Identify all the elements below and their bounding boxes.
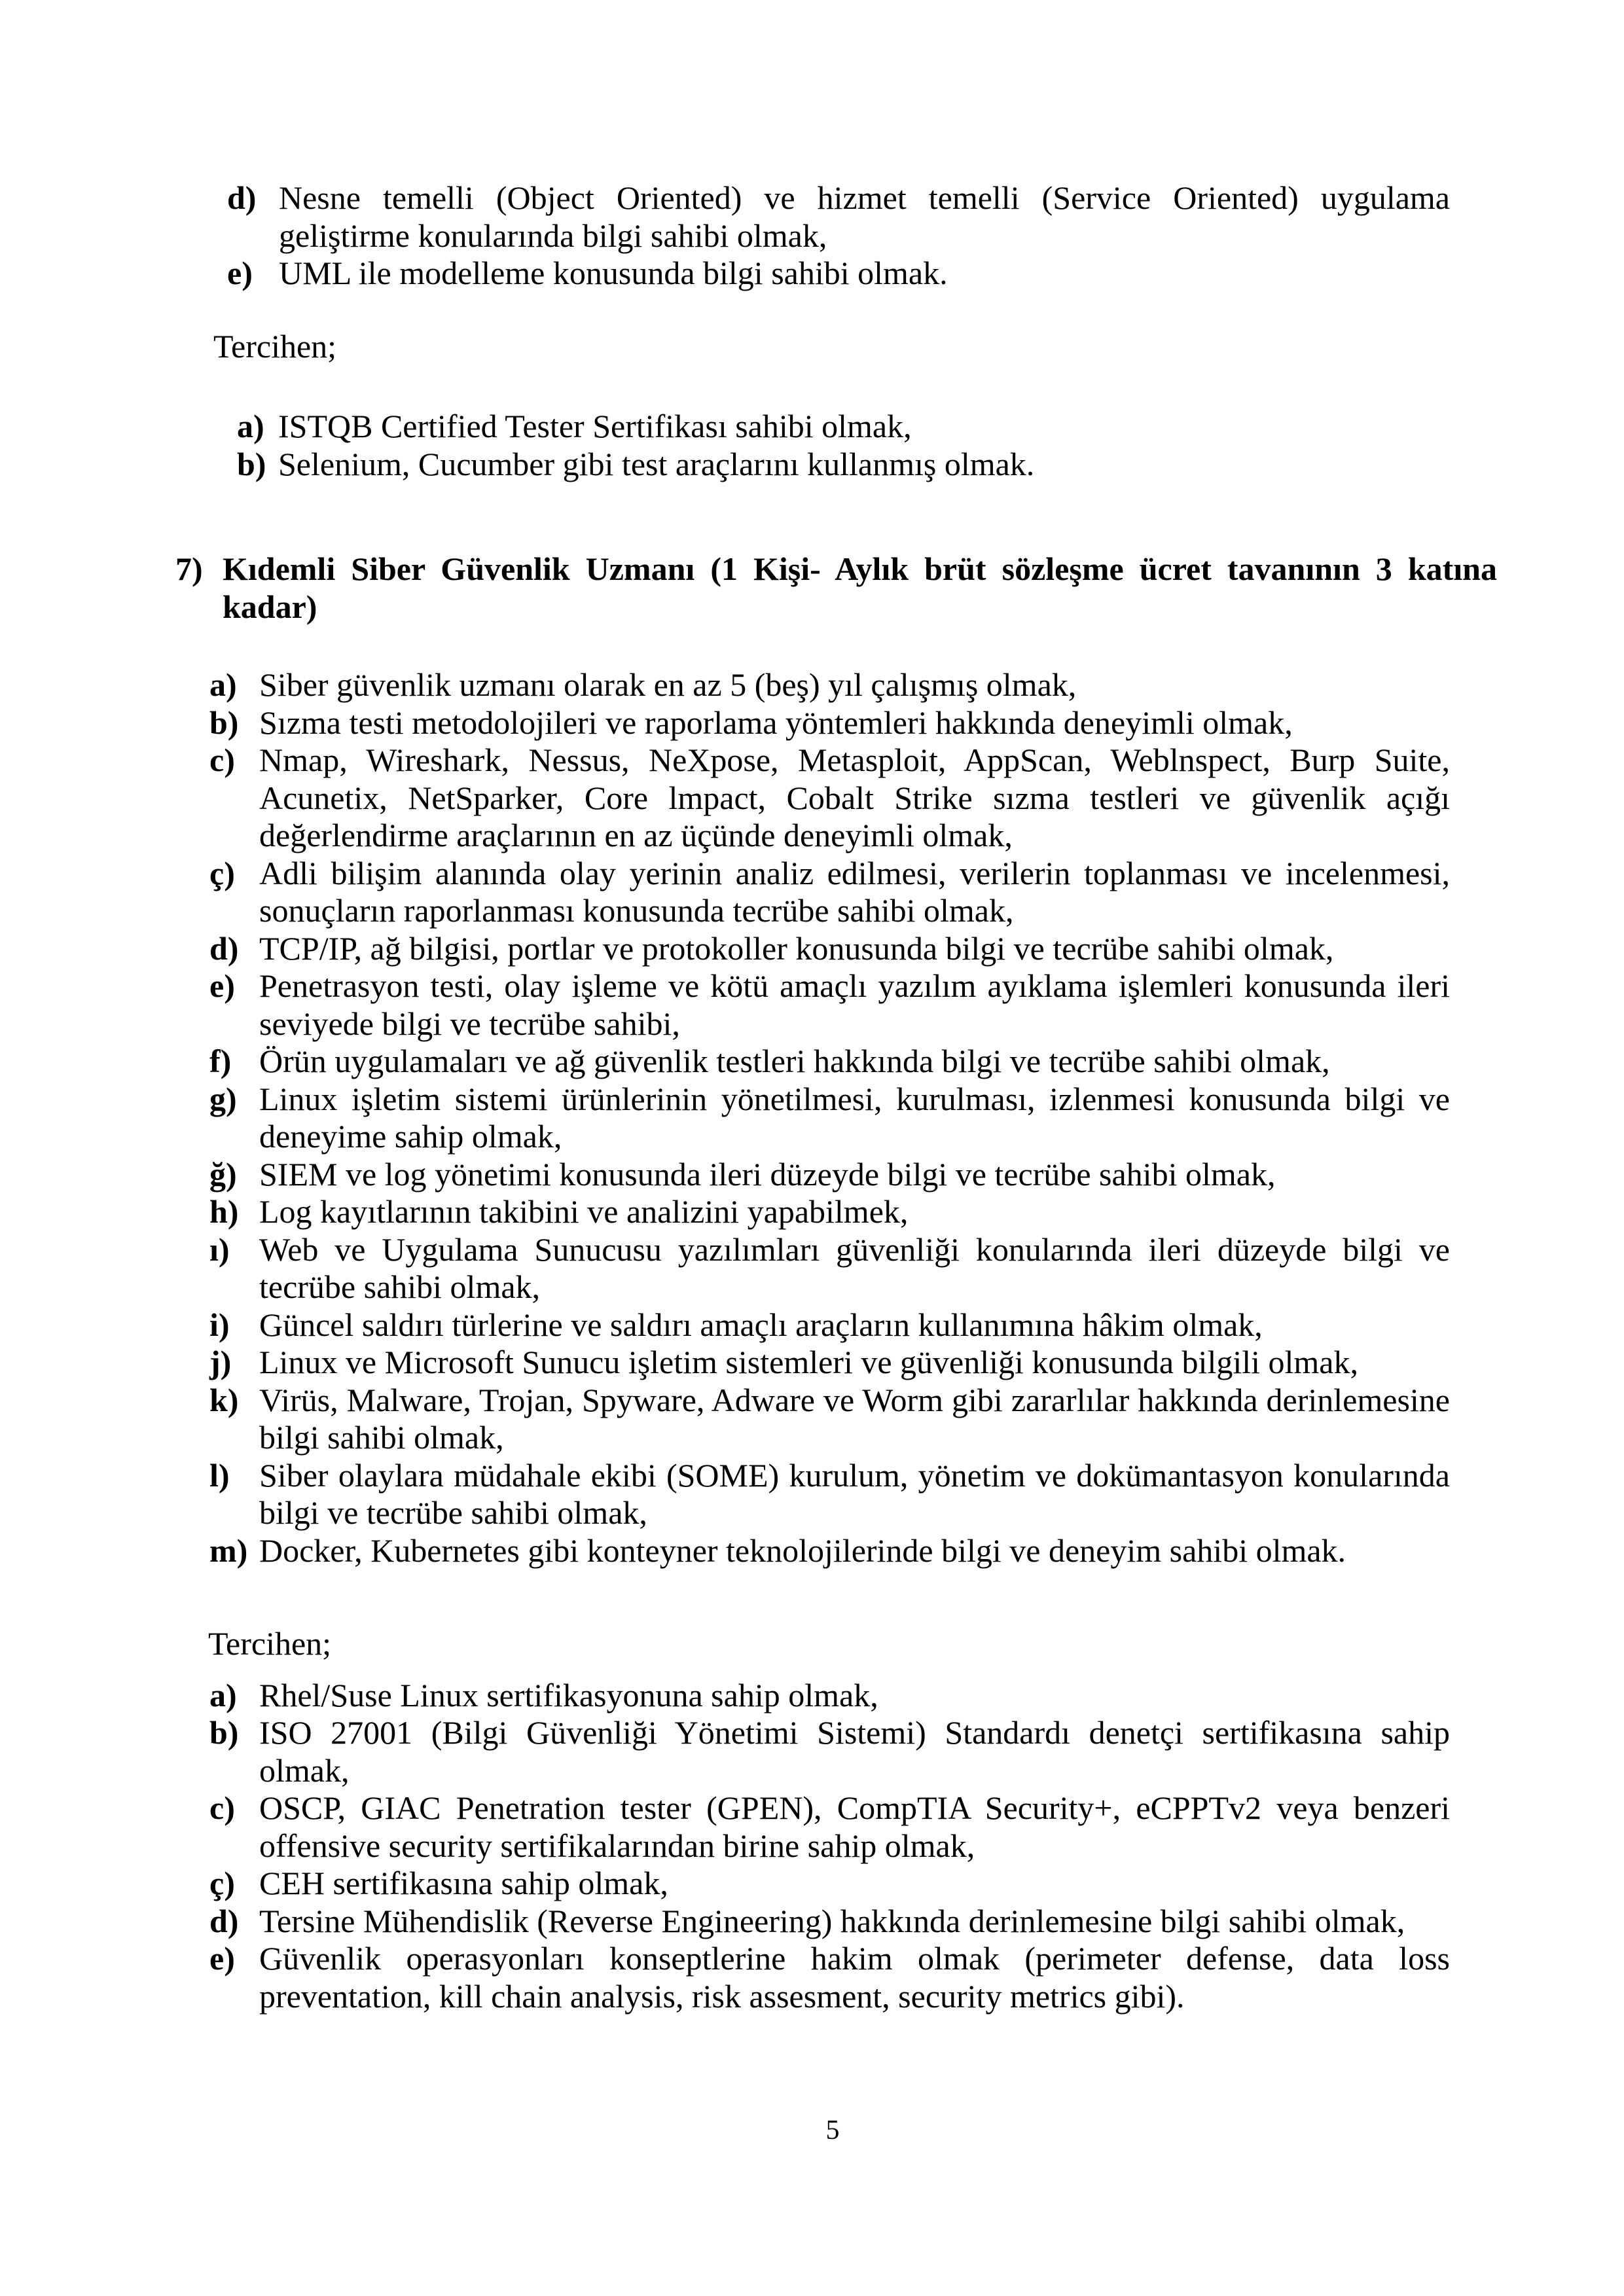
item-label: e) [227,255,253,291]
item-label: a) [209,666,237,703]
section-title: Kıdemli Siber Güvenlik Uzmanı (1 Kişi- Aylık brüt sözleşme ücret tavanının 3 katına kadar) [223,550,1497,625]
item-text: Nmap, Wireshark, Nessus, NeXpose, Metasploit, AppScan, Weblnspect, Burp Suite, Acunetix, NetSparker, Core lmpact, Cobalt Strike sızma testleri ve güvenlik açığı değerlendirme araçlarının en az üçünde deneyimli olmak, [259,742,1450,853]
item-text: Siber olaylara müdahale ekibi (SOME) kurulum, yönetim ve dokümantasyon konularında bilgi ve tecrübe sahibi olmak, [259,1456,1450,1531]
item-label: d) [209,929,239,967]
item-label: j) [209,1344,232,1380]
s7-item-g [209,1081,1450,1156]
s7-item-a [209,666,1450,704]
preferred-list-2 [209,1677,1450,2016]
s7-item-i [209,1306,1450,1344]
item-label: f) [209,1043,232,1079]
item-text: Siber güvenlik uzmanı olarak en az 5 (beş) yıl çalışmış olmak, [259,666,1077,703]
item-text: ISTQB Certified Tester Sertifikası sahibi olmak, [278,408,912,444]
item-label: e) [209,967,235,1004]
s7-item-k [209,1382,1450,1457]
item-label: ç) [209,854,235,891]
item-text: Virüs, Malware, Trojan, Spyware, Adware ve Worm gibi zararlılar hakkında derinlemesine bilgi sahibi olmak, [259,1381,1450,1456]
preferred-heading-2: Tercihen; [208,1625,332,1662]
s7-item-b [209,704,1450,742]
item-text: Docker, Kubernetes gibi konteyner teknolojilerinde bilgi ve deneyim sahibi olmak. [259,1532,1346,1569]
pref1-item-b [237,446,1450,484]
cont-item-d [227,179,1450,255]
item-label: k) [209,1381,239,1418]
item-label: ı) [209,1230,230,1268]
item-label: g) [209,1080,237,1117]
cont-item-e [227,255,1450,293]
item-text: Güvenlik operasyonları konseptlerine hakim olmak (perimeter defense, data loss preventation, kill chain analysis, risk assesment, security metrics gibi). [259,1940,1450,2015]
item-label: m) [209,1532,248,1569]
item-text: TCP/IP, ağ bilgisi, portlar ve protokoller konusunda bilgi ve tecrübe sahibi olmak, [259,929,1334,967]
item-text: Selenium, Cucumber gibi test araçlarını kullanmış olmak. [278,445,1035,482]
item-label: ç) [209,1865,235,1901]
s7-item-d [209,930,1450,968]
item-label: d) [209,1902,239,1939]
item-text: UML ile modelleme konusunda bilgi sahibi olmak. [279,255,948,291]
s7-item-j [209,1344,1450,1382]
pref2-item-cc [209,1865,1450,1903]
item-label: b) [237,445,266,482]
item-text: Güncel saldırı türlerine ve saldırı amaçlı araçların kullanımına hâkim olmak, [259,1306,1263,1343]
item-label: a) [237,408,264,444]
pref2-item-e [209,1940,1450,2015]
item-text: Penetrasyon testi, olay işleme ve kötü amaçlı yazılım ayıklama işlemleri konusunda ileri seviyede bilgi ve tecrübe sahibi, [259,967,1450,1042]
item-text: Nesne temelli (Object Oriented) ve hizmet temelli (Service Oriented) uygulama geliştirme konularında bilgi sahibi olmak, [279,179,1450,254]
section-number: 7) [175,550,203,587]
item-label: l) [209,1456,230,1494]
pref2-item-a [209,1677,1450,1715]
section-7-heading [175,550,1497,626]
item-text: Linux ve Microsoft Sunucu işletim sistemleri ve güvenliği konusunda bilgili olmak, [259,1344,1358,1380]
pref2-item-d [209,1903,1450,1941]
preferred-list-1 [237,408,1450,483]
item-label: i) [209,1306,230,1343]
item-label: d) [227,179,257,216]
s7-item-gg [209,1156,1450,1194]
item-label: c) [209,742,235,778]
pref2-item-c [209,1789,1450,1865]
s7-item-cc [209,855,1450,930]
continued-requirements-list [227,179,1450,293]
s7-item-ii-dotless [209,1231,1450,1306]
item-text: Tersine Mühendislik (Reverse Engineering) hakkında derinlemesine bilgi sahibi olmak, [259,1902,1405,1939]
preferred-heading-1: Tercihen; [213,327,337,365]
item-text: SIEM ve log yönetimi konusunda ileri düzeyde bilgi ve tecrübe sahibi olmak, [259,1155,1276,1193]
item-label: ğ) [209,1155,237,1193]
item-text: Rhel/Suse Linux sertifikasyonuna sahip olmak, [259,1676,878,1713]
item-text: Adli bilişim alanında olay yerinin analiz edilmesi, verilerin toplanması ve incelenmesi, sonuçların raporlanması konusunda tecrübe sahibi olmak, [259,854,1450,929]
item-text: Web ve Uygulama Sunucusu yazılımları güvenliği konularında ileri düzeyde bilgi ve tecrübe sahibi olmak, [259,1230,1450,1305]
s7-item-e [209,967,1450,1043]
item-text: Log kayıtlarının takibini ve analizini yapabilmek, [259,1193,909,1230]
item-text: OSCP, GIAC Penetration tester (GPEN), CompTIA Security+, eCPPTv2 veya benzeri offensive security sertifikalarından birine sahip olmak, [259,1789,1450,1864]
item-text: CEH sertifikasına sahip olmak, [259,1865,668,1901]
item-label: e) [209,1940,235,1977]
s7-item-h [209,1193,1450,1231]
s7-item-f [209,1043,1450,1081]
section-7-requirements-list [209,666,1450,1570]
s7-item-l [209,1457,1450,1532]
item-text: Linux işletim sistemi ürünlerinin yönetilmesi, kurulması, izlenmesi konusunda bilgi ve deneyime sahip olmak, [259,1080,1450,1155]
item-label: a) [209,1676,237,1713]
item-text: ISO 27001 (Bilgi Güvenliği Yönetimi Sistemi) Standardı denetçi sertifikasına sahip olmak, [259,1714,1450,1789]
s7-item-m [209,1532,1450,1570]
s7-item-c [209,742,1450,855]
item-text: Örün uygulamaları ve ağ güvenlik testleri hakkında bilgi ve tecrübe sahibi olmak, [259,1043,1330,1079]
page-number: 5 [825,2115,840,2145]
item-label: h) [209,1193,239,1230]
item-label: b) [209,704,239,741]
item-label: c) [209,1789,235,1826]
pref1-item-a [237,408,1450,446]
pref2-item-b [209,1714,1450,1789]
item-label: b) [209,1714,239,1751]
item-text: Sızma testi metodolojileri ve raporlama yöntemleri hakkında deneyimli olmak, [259,704,1293,741]
